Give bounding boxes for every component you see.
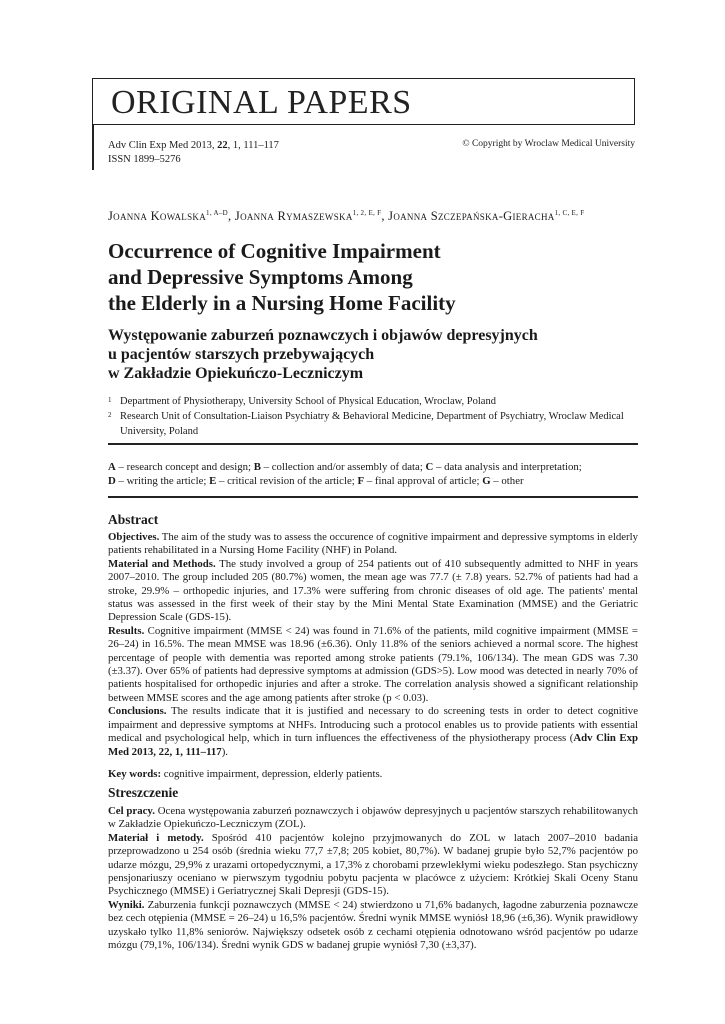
- title-line: the Elderly in a Nursing Home Facility: [108, 291, 456, 315]
- paragraph-label: Objectives.: [108, 531, 160, 543]
- title-line: Występowanie zaburzeń poznawczych i objawów depresyjnych: [108, 327, 538, 344]
- copyright-notice: © Copyright by Wroclaw Medical University: [462, 139, 635, 149]
- author-marks: 1, 2, E, F: [352, 209, 382, 217]
- author-name: Joanna Szczepańska-Gieracha: [388, 209, 555, 223]
- paragraph-label: Materiał i metody.: [108, 831, 204, 844]
- streszczenie-heading: Streszczenie: [108, 785, 179, 800]
- author-marks: 1, A–D: [206, 209, 229, 217]
- divider-bottom: [108, 496, 638, 498]
- affiliations: [108, 394, 638, 439]
- author-name: Joanna Rymaszewska: [234, 209, 353, 223]
- affiliation-item: [108, 394, 638, 409]
- divider-top: [108, 443, 638, 445]
- journal-name: Adv Clin Exp Med 2013,: [108, 140, 218, 151]
- title-line: w Zakładzie Opiekuńczo-Leczniczym: [108, 365, 364, 382]
- article-title-english: [108, 238, 628, 316]
- keywords-text: cognitive impairment, depression, elderly patients.: [161, 767, 383, 780]
- author-list: [108, 209, 584, 224]
- contribution-text: – final approval of article;: [364, 475, 483, 487]
- contribution-text: – writing the article;: [115, 475, 210, 487]
- paragraph-label: Results.: [108, 624, 145, 637]
- abstract-paragraph: [108, 558, 638, 625]
- contribution-key: A: [108, 461, 116, 473]
- affiliation-text: Research Unit of Consultation-Liaison Psychiatry & Behavioral Medicine, Department of Psychiatry, Wroclaw Medical University, Poland: [120, 411, 624, 437]
- contribution-key: D: [108, 475, 116, 487]
- affiliation-item: [108, 409, 638, 439]
- paragraph-label: Conclusions.: [108, 705, 167, 718]
- contribution-key: E: [209, 475, 217, 487]
- journal-volume: 22: [217, 140, 228, 151]
- affiliation-number: 2: [108, 411, 112, 419]
- issn: ISSN 1899–5276: [108, 154, 181, 165]
- abstract-paragraph: [108, 531, 638, 558]
- contribution-text: – other: [490, 475, 524, 487]
- contribution-key: B: [253, 461, 261, 473]
- paragraph-text: Spośród 410 pacjentów kolejno przyjmowanych do ZOL w latach 2007–2010 badania przeprowadzono u 254 osób (średnia wieku 77,7 ±7,8; 205 kobiet, 80,7%). W badanej grupie było 52,7% pacjentów po udarze mózgu, 29,9% z urazami ortopedycznymi, a 17,3% z chorobami przewlekłymi wieku podeszłego. Stan psychiczny pensjonariuszy oceniano w pierwszym tygodniu pobytu pacjenta w placówce z użyciem: Krótkiej Skali Oceny Stanu Psychicznego (MMSE) i Geriatrycznej Skali Depresji (GDS-15).: [108, 831, 638, 898]
- paragraph-tail: ).: [221, 745, 228, 758]
- paragraph-text: Zaburzenia funkcji poznawczych (MMSE < 24) stwierdzono u 71,6% badanych, łagodne zaburzenia poznawcze bez cech otępienia (MMSE = 26–24) u 16,5% pacjentów. Średni wynik MMSE wyniósł 18,96 (±6,36). Wynik prawidłowy uzyskało tylko 11,8% seniorów. Największy odsetek osób z cechami otępienia odnotowano wśród pacjentów po udarze mózgu (79,1%, 106/134). Średni wynik GDS w badanej grupie wyniósł 7,30 (±3,37).: [108, 898, 638, 952]
- citation: Adv Clin Exp Med 2013, 22, 1, 111–117: [108, 732, 638, 758]
- title-line: u pacjentów starszych przebywających: [108, 346, 375, 363]
- author-marks: 1, C, E, F: [554, 209, 585, 217]
- streszczenie-paragraph: [108, 832, 638, 899]
- affiliation-number: 1: [108, 396, 112, 404]
- contribution-key: G: [482, 475, 491, 487]
- title-line: and Depressive Symptoms Among: [108, 265, 413, 289]
- abstract-paragraph: [108, 625, 638, 705]
- paragraph-label: Material and Methods.: [108, 557, 216, 570]
- streszczenie-body: [108, 805, 638, 952]
- paragraph-text: The results indicate that it is justified and necessary to do screening tests in order to detect cognitive impairment and depressive symptoms at NHFs. Introducing such a protocol enables us to provide patients with essential medical and psychological help, which in turn influences the effectiveness of the physiotherapy process (: [108, 705, 638, 745]
- contribution-text: – research concept and design;: [115, 461, 254, 473]
- keywords: [108, 768, 638, 781]
- author-name: Joanna Kowalska: [108, 209, 207, 223]
- keywords-label: Key words:: [108, 767, 162, 780]
- article-title-polish: [108, 326, 628, 383]
- paragraph-text: The study involved a group of 254 patients out of 410 subsequently admitted to NHF in years 2007–2010. The group included 205 (80.7%) women, the mean age was 77.7 (± 7.8) years. 52.7% of patients had had a stroke, 29.9% – orthopedic injuries, and 17.3% were suffering from chronic diseases of old age. The patients' mental status was assessed in the first week of their stay by the Mini Mental State Examination (MMSE) and the Geriatric Depression Scale (GDS-15).: [108, 557, 638, 624]
- paragraph-text: Ocena występowania zaburzeń poznawczych i objawów depresyjnych u pacjentów starszych rehabilitowanych w Zakładzie Opiekuńczo-Leczniczym (ZOL).: [108, 805, 638, 831]
- contribution-key: F: [357, 475, 365, 487]
- journal-citation: [108, 139, 279, 167]
- paragraph-text: The aim of the study was to assess the occurence of cognitive impairment and depressive symptoms in elderly patients rehabilitated in a Nursing Home Facility (NHF) in Poland.: [108, 531, 638, 557]
- affiliation-text: Department of Physiotherapy, University School of Physical Education, Wroclaw, Poland: [120, 396, 496, 407]
- contribution-key: C: [425, 461, 434, 473]
- section-banner: [92, 78, 635, 125]
- paragraph-text: Cognitive impairment (MMSE < 24) was found in 71.6% of the patients, mild cognitive impairment (MMSE = 26–24) in 16.5%. The mean MMSE was 18.96 (±6.36). Only 11.8% of the seniors achieved a normal score. The highest percentage of people with dementia was reported among stroke patients (79.1%, 106/134). The mean GDS was 7.30 (±3.37). Over 65% of patients had depressive symptoms at admission (GDS>5). Low mood was detected in nearly 70% of patients hospitalised for orthopedic injuries and after a stroke. The correlation analysis showed a significant relationship between MMSE scores and the age among patients after stroke (p < 0.03).: [108, 624, 638, 704]
- streszczenie-paragraph: [108, 899, 638, 953]
- contribution-text: – collection and/or assembly of data;: [260, 461, 426, 473]
- abstract-body: [108, 531, 638, 781]
- journal-pages: , 1, 111–117: [227, 140, 279, 151]
- contribution-text: – data analysis and interpretation;: [433, 461, 582, 473]
- paragraph-label: Cel pracy.: [108, 805, 155, 817]
- paragraph-label: Wyniki.: [108, 898, 145, 911]
- abstract-heading: Abstract: [108, 512, 159, 527]
- banner-side-rule: [92, 125, 94, 170]
- title-line: Occurrence of Cognitive Impairment: [108, 239, 441, 263]
- banner-title: ORIGINAL PAPERS: [111, 84, 412, 121]
- streszczenie-paragraph: [108, 805, 638, 832]
- abstract-paragraph: [108, 705, 638, 759]
- author-separator: ,: [228, 209, 235, 223]
- contribution-text: – critical revision of the article;: [216, 475, 358, 487]
- author-contributions: [108, 460, 638, 488]
- author-separator: ,: [381, 209, 389, 223]
